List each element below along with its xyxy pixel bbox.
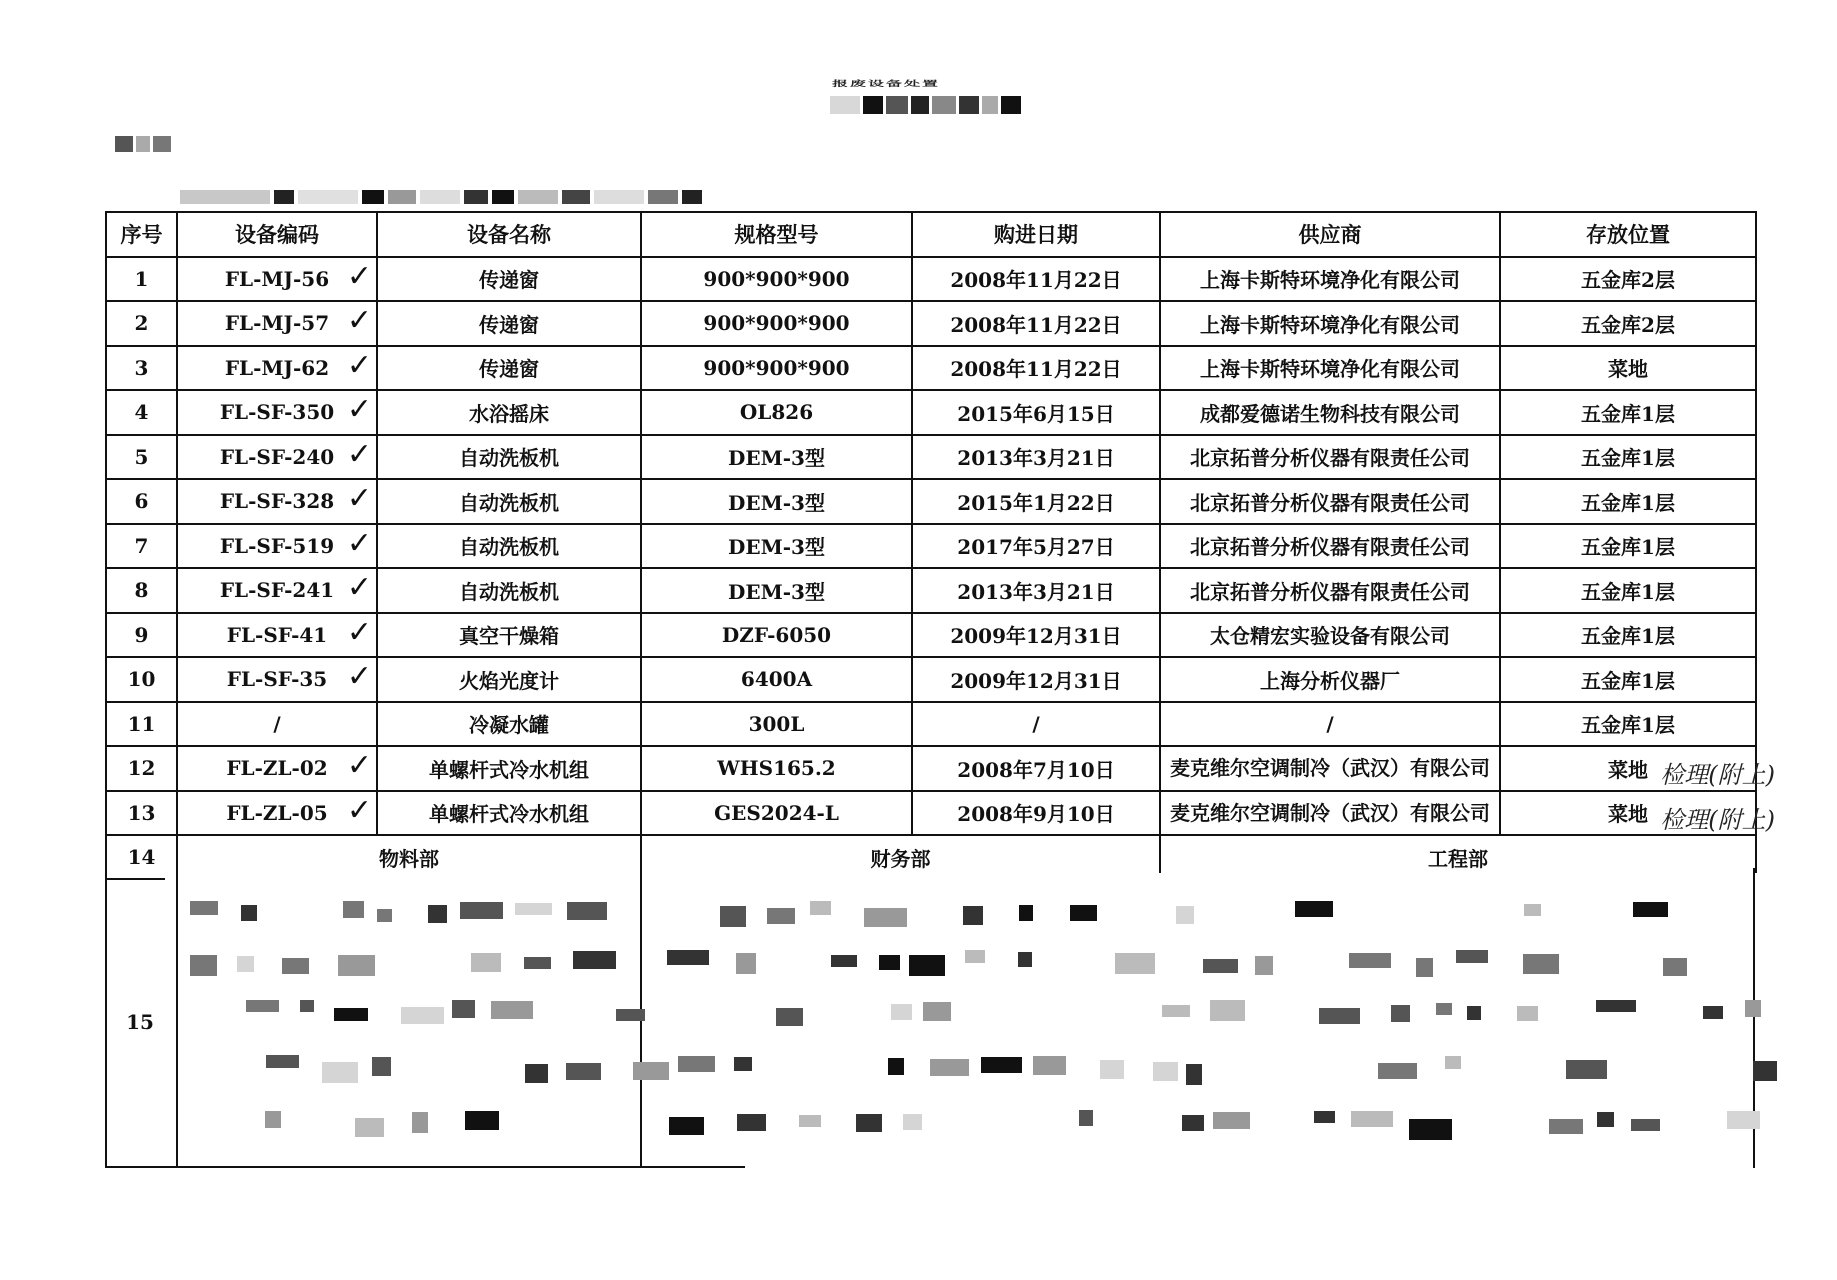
cell-date: 2015年6月15日 [912,390,1160,435]
cell-supplier: / [1160,702,1500,747]
check-mark-icon: ✓ [346,481,372,516]
redaction-pixel [1070,905,1097,921]
cell-code [177,746,377,791]
table-row [106,524,1756,569]
cell-supplier: 上海卡斯特环境净化有限公司 [1160,301,1500,346]
cell-no: 1 [106,257,177,302]
redaction-pixel [1445,1056,1461,1069]
cell-supplier: 麦克维尔空调制冷（武汉）有限公司 [1160,791,1500,836]
cell-name: 传递窗 [377,257,641,302]
redaction-pixel [265,1111,281,1128]
equipment-code: FL-SF-350 [219,400,335,425]
redaction-pixel [1566,1060,1607,1079]
handwritten-note: 检理(附上) [1660,761,1775,789]
cell-no: 12 [106,746,177,791]
redacted-corner-text [115,136,173,152]
location-text: 菜地 [1608,757,1648,782]
location-text: 五金库1层 [1581,713,1675,738]
redaction-pixel [401,1007,444,1024]
cell-spec: DEM-3型 [641,568,912,613]
cell-spec: 900*900*900 [641,257,912,302]
redaction-pixel [1018,952,1032,967]
equipment-code: FL-MJ-62 [224,355,330,380]
cell-supplier: 麦克维尔空调制冷（武汉）有限公司 [1160,746,1500,791]
redaction-pixel [1162,1005,1190,1017]
cell-name: 单螺杆式冷水机组 [377,746,641,791]
redaction-pixel [1213,1112,1250,1129]
cell-spec: DEM-3型 [641,435,912,480]
redaction-pixel [736,953,756,974]
cell-location [1500,257,1756,302]
redaction-pixel [567,902,607,920]
redaction-pixel [923,1002,951,1021]
cell-no: 8 [106,568,177,613]
cell-no: 2 [106,301,177,346]
location-text: 五金库2层 [1581,312,1675,337]
redaction-pixel [246,1000,279,1012]
redaction-pixel [1314,1111,1335,1123]
cell-name: 冷凝水罐 [377,702,641,747]
check-mark-icon: ✓ [346,659,372,694]
header-spec: 规格型号 [641,212,912,257]
redaction-pixel [1019,905,1033,921]
cell-spec: OL826 [641,390,912,435]
redaction-pixel [810,901,831,915]
cell-date: 2017年5月27日 [912,524,1160,569]
cell-code [177,390,377,435]
redaction-pixel [1391,1005,1410,1022]
redaction-pixel [856,1114,882,1132]
cell-code [177,346,377,391]
cell-name: 火焰光度计 [377,657,641,702]
cell-date: 2013年3月21日 [912,435,1160,480]
redaction-pixel [1100,1060,1124,1079]
cell-date: 2008年11月22日 [912,301,1160,346]
equipment-code: / [273,711,281,736]
equipment-code: FL-SF-35 [226,667,328,692]
redacted-subtitle [180,188,1040,206]
cell-code [177,568,377,613]
table-row [106,479,1756,524]
redaction-pixel [667,950,709,965]
redaction-pixel [338,955,375,976]
redaction-pixel [1631,1119,1660,1131]
cell-code [177,613,377,658]
redaction-pixel [282,958,309,974]
cell-spec: GES2024-L [641,791,912,836]
cell-code [177,524,377,569]
redaction-pixel [566,1063,601,1080]
cell-location [1500,657,1756,702]
redaction-pixel [355,1118,384,1137]
cell-supplier: 上海卡斯特环境净化有限公司 [1160,257,1500,302]
redaction-pixel [799,1115,821,1127]
cell-date: / [912,702,1160,747]
cell-name: 传递窗 [377,301,641,346]
cell-no: 7 [106,524,177,569]
cell-spec: DZF-6050 [641,613,912,658]
location-text: 五金库1层 [1581,624,1675,649]
cell-spec: DEM-3型 [641,479,912,524]
redaction-pixel [1663,958,1687,976]
table-row [106,435,1756,480]
redaction-pixel [1295,901,1333,917]
redaction-pixel [471,953,501,972]
redaction-pixel [767,908,795,924]
redaction-pixel [1753,1061,1777,1081]
cell-name: 单螺杆式冷水机组 [377,791,641,836]
redaction-pixel [1210,1000,1245,1021]
check-mark-icon: ✓ [346,347,372,383]
equipment-table [105,211,1775,880]
cell-location [1500,390,1756,435]
cell-name: 水浴摇床 [377,390,641,435]
cell-no: 11 [106,702,177,747]
cell-spec: 6400A [641,657,912,702]
equipment-code: FL-SF-241 [219,578,335,603]
table-row [106,791,1756,836]
header-location: 存放位置 [1500,212,1756,257]
redaction-pixel [888,1058,904,1075]
redaction-pixel [891,1004,912,1020]
redaction-pixel [903,1114,922,1130]
redaction-pixel [1255,956,1273,975]
redaction-pixel [930,1059,969,1076]
redaction-pixel [633,1062,669,1080]
redaction-pixel [573,951,616,969]
redaction-pixel [190,901,218,915]
header-code: 设备编码 [177,212,377,257]
redaction-pixel [525,1064,548,1083]
header-no: 序号 [106,212,177,257]
check-mark-icon: ✓ [346,614,372,650]
table-row [106,346,1756,391]
cell-location [1500,702,1756,747]
document-title-partial: 报废设备处置 [832,79,941,88]
table-row [106,746,1756,791]
check-mark-icon: ✓ [346,570,372,605]
cell-supplier: 北京拓普分析仪器有限责任公司 [1160,435,1500,480]
cell-code [177,791,377,836]
cell-date: 2013年3月21日 [912,568,1160,613]
redaction-pixel [1456,950,1488,963]
material-dept-label: 物料部 [177,835,641,879]
cell-spec: 300L [641,702,912,747]
redaction-pixel [428,905,447,923]
frame-line [176,868,178,1168]
cell-no: 13 [106,791,177,836]
cell-name: 自动洗板机 [377,435,641,480]
location-text: 五金库1层 [1581,401,1675,426]
location-text: 五金库1层 [1581,668,1675,693]
redaction-pixel [1182,1115,1204,1131]
redaction-pixel [465,1111,499,1130]
cell-no: 5 [106,435,177,480]
cell-location [1500,746,1775,791]
location-text: 五金库1层 [1581,446,1675,471]
check-mark-icon: ✓ [346,303,372,338]
location-text: 五金库1层 [1581,490,1675,515]
redaction-pixel [1703,1006,1723,1019]
redaction-pixel [524,957,551,969]
handwritten-note: 检理(附上) [1660,805,1775,834]
cell-code [177,435,377,480]
redaction-pixel [879,955,900,970]
redaction-pixel [372,1057,391,1076]
cell-spec: 900*900*900 [641,346,912,391]
redaction-pixel [237,956,254,972]
cell-location [1500,346,1756,391]
cell-location [1500,613,1756,658]
equipment-code: FL-MJ-57 [224,311,330,336]
redaction-pixel [734,1057,752,1071]
check-mark-icon: ✓ [346,748,372,783]
header-name: 设备名称 [377,212,641,257]
redaction-pixel [963,906,983,925]
table-row [106,702,1756,747]
redaction-pixel [669,1117,704,1135]
redaction-pixel [377,909,392,922]
redaction-pixel [491,1001,533,1019]
redaction-pixel [334,1008,368,1021]
cell-no: 3 [106,346,177,391]
cell-no: 10 [106,657,177,702]
redaction-pixel [1351,1111,1393,1127]
cell-date: 2008年11月22日 [912,257,1160,302]
cell-date: 2009年12月31日 [912,657,1160,702]
redaction-pixel [1416,958,1433,977]
redaction-pixel [1597,1112,1614,1127]
cell-no: 4 [106,390,177,435]
redaction-pixel [737,1114,766,1131]
redaction-pixel [1727,1111,1760,1129]
row-15-number: 15 [126,1010,154,1034]
table-row [106,390,1756,435]
cell-location [1500,479,1756,524]
location-text: 菜地 [1608,802,1648,827]
equipment-code: FL-MJ-56 [224,266,330,291]
location-text: 五金库1层 [1581,579,1675,604]
redaction-pixel [190,955,217,976]
redaction-pixel [616,1009,645,1021]
cell-supplier: 上海卡斯特环境净化有限公司 [1160,346,1500,391]
table-row [106,568,1756,613]
cell-spec: WHS165.2 [641,746,912,791]
cell-supplier: 北京拓普分析仪器有限责任公司 [1160,568,1500,613]
redaction-pixel [1436,1003,1452,1015]
redaction-pixel [1115,953,1155,974]
cell-location [1500,435,1756,480]
cell-date: 2009年12月31日 [912,613,1160,658]
cell-code [177,657,377,702]
cell-date: 2015年1月22日 [912,479,1160,524]
check-mark-icon: ✓ [346,792,372,828]
header-date: 购进日期 [912,212,1160,257]
redaction-pixel [1186,1064,1202,1085]
redaction-pixel [515,903,552,915]
equipment-code: FL-SF-519 [219,533,335,558]
redaction-pixel [1203,959,1238,973]
header-supplier: 供应商 [1160,212,1500,257]
cell-location [1500,568,1756,613]
cell-name: 自动洗板机 [377,524,641,569]
cell-date: 2008年11月22日 [912,346,1160,391]
engineering-dept-label: 工程部 [1160,835,1756,879]
equipment-code: FL-ZL-05 [226,800,328,825]
equipment-code: FL-SF-240 [219,444,335,469]
redaction-pixel [1524,904,1541,916]
cell-code [177,257,377,302]
cell-name: 真空干燥箱 [377,613,641,658]
redaction-pixel [678,1056,715,1072]
location-text: 五金库1层 [1581,535,1675,560]
redaction-pixel [412,1112,428,1133]
redaction-pixel [322,1062,358,1083]
cell-no: 9 [106,613,177,658]
table-row [106,613,1756,658]
check-mark-icon: ✓ [346,392,372,427]
table-row [106,657,1756,702]
frame-line [105,1166,745,1168]
redacted-title [830,96,1040,114]
check-mark-icon: ✓ [346,436,372,472]
cell-spec: DEM-3型 [641,524,912,569]
location-text: 五金库2层 [1581,268,1675,293]
redaction-pixel [343,901,364,918]
redaction-pixel [1378,1063,1417,1079]
cell-location [1500,791,1775,836]
cell-location [1500,301,1756,346]
cell-no: 6 [106,479,177,524]
cell-code [177,301,377,346]
redaction-pixel [1033,1056,1066,1075]
cell-supplier: 北京拓普分析仪器有限责任公司 [1160,479,1500,524]
redaction-pixel [1633,902,1668,917]
redaction-pixel [720,906,746,927]
cell-location [1500,524,1756,569]
check-mark-icon: ✓ [346,525,372,561]
redaction-pixel [1467,1006,1481,1020]
redaction-pixel [1517,1006,1538,1021]
redaction-pixel [1176,906,1194,924]
check-mark-icon: ✓ [346,258,372,294]
table-body [106,257,1775,836]
cell-supplier: 成都爱德诺生物科技有限公司 [1160,390,1500,435]
cell-date: 2008年7月10日 [912,746,1160,791]
equipment-code: FL-SF-41 [226,622,328,647]
redaction-pixel [1153,1062,1178,1081]
redaction-pixel [831,955,857,967]
equipment-code: FL-ZL-02 [226,756,328,781]
finance-dept-label: 财务部 [641,835,1160,879]
location-text: 菜地 [1608,357,1648,382]
table-row [106,301,1756,346]
redaction-pixel [1523,954,1559,974]
cell-code [177,702,377,747]
redaction-pixel [1409,1119,1452,1140]
frame-line [105,868,107,1168]
redaction-pixel [864,908,907,927]
redaction-pixel [241,905,257,921]
redaction-pixel [1745,1000,1761,1017]
cell-supplier: 北京拓普分析仪器有限责任公司 [1160,524,1500,569]
redaction-pixel [266,1055,299,1068]
cell-supplier: 上海分析仪器厂 [1160,657,1500,702]
table-header-row [106,212,1756,257]
redaction-pixel [1349,953,1391,968]
redaction-pixel [1079,1110,1093,1126]
table-row [106,257,1756,302]
redaction-pixel [1549,1119,1583,1134]
cell-name: 自动洗板机 [377,568,641,613]
cell-date: 2008年9月10日 [912,791,1160,836]
cell-spec: 900*900*900 [641,301,912,346]
cell-name: 传递窗 [377,346,641,391]
redaction-pixel [300,1000,314,1012]
cell-name: 自动洗板机 [377,479,641,524]
redaction-pixel [1319,1008,1360,1024]
redaction-pixel [1596,1000,1636,1012]
redaction-pixel [460,902,503,919]
redaction-pixel [909,955,945,976]
cell-code [177,479,377,524]
redaction-pixel [965,950,985,963]
redaction-pixel [452,1000,475,1018]
cell-supplier: 太仓精宏实验设备有限公司 [1160,613,1500,658]
redaction-pixel [981,1057,1022,1073]
redaction-pixel [776,1008,803,1026]
equipment-code: FL-SF-328 [219,489,335,514]
sign-row-no: 14 [106,835,177,879]
